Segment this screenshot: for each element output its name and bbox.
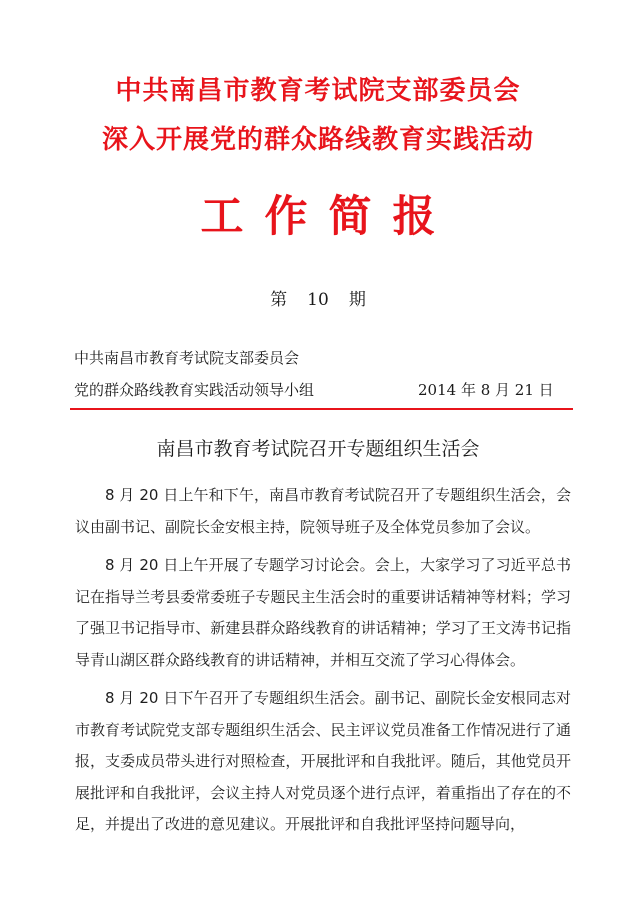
red-divider (70, 408, 573, 410)
issue-number-value: 10 (307, 290, 329, 310)
issue-number (0, 285, 636, 310)
article-body (75, 480, 571, 848)
issuer-org-line1: 中共南昌市教育考试院支部委员会 (74, 349, 300, 367)
article-title: 南昌市教育考试院召开专题组织生活会 (156, 438, 480, 460)
header-campaign-line: 深入开展党的群众路线教育实践活动 (101, 125, 534, 155)
article-paragraph: 8 月 20 日上午开展了专题学习讨论会。会上，大家学习了习近平总书记在指导兰考县委常委班子专题民主生活会时的重要讲话精神等材料；学习了强卫书记指导市、新建县群众路线教育的讲话精神；学习了王文涛书记指导青山湖区群众路线教育的讲话精神，并相互交流了学习心得体会。 (75, 556, 571, 669)
header-org-line: 中共南昌市教育考试院支部委员会 (115, 76, 521, 106)
issue-prefix: 第 (270, 290, 288, 310)
article-paragraph: 8 月 20 日下午召开了专题组织生活会。副书记、副院长金安根同志对市教育考试院党支部专题组织生活会、民主评议党员准备工作情况进行了通报，支委成员带头进行对照检查，开展批评和自我批评。随后，其他党员开展批评和自我批评，会议主持人对党员逐个进行点评，着重指出了存在的不足，并提出了改进的意见建议。开展批评和自我批评坚持问题导向， (75, 689, 571, 833)
article-paragraph: 8 月 20 日上午和下午，南昌市教育考试院召开了专题组织生活会，会议由副书记、副院长金安根主持，院领导班子及全体党员参加了会议。 (75, 486, 571, 536)
issue-date: 2014 年 8 月 21 日 (418, 381, 554, 399)
issue-suffix: 期 (348, 290, 366, 310)
bulletin-title: 工作简报 (200, 192, 457, 242)
issuer-org-line2: 党的群众路线教育实践活动领导小组 (74, 381, 315, 399)
